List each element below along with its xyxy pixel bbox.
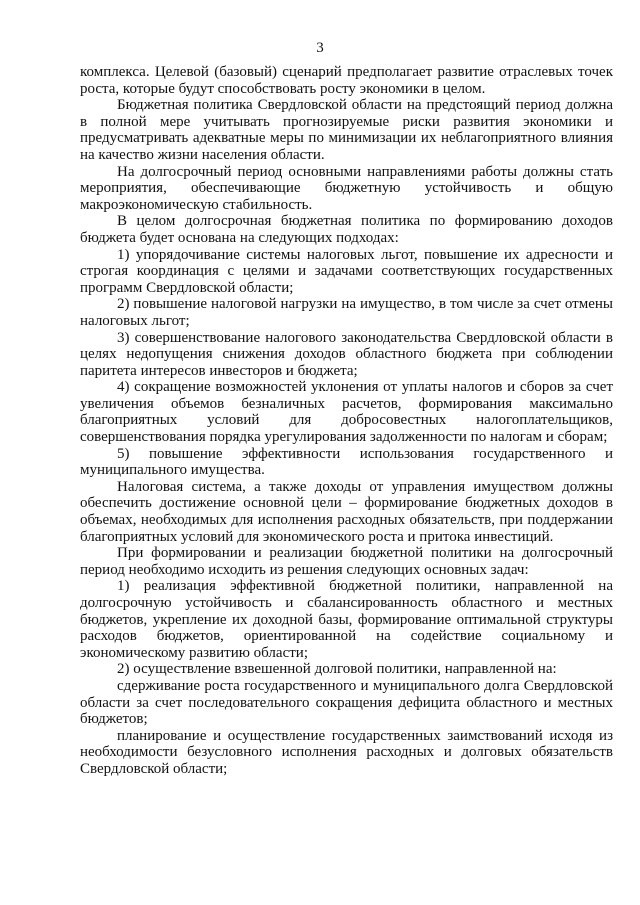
paragraph: На долгосрочный период основными направлениями работы должны стать мероприятия, обеспечивающие бюджетную устойчивость и общую макроэкономическую стабильность. [80,163,613,213]
sub-item: планирование и осуществление государственных заимствований исходя из необходимости безусловного исполнения расходных и долговых обязательств Свердловской области; [80,727,613,777]
document-body [80,64,613,778]
paragraph: Бюджетная политика Свердловской области на предстоящий период должна в полной мере учитывать прогнозируемые риски развития экономики и предусматривать адекватные меры по минимизации их неблагоприятного влияния на качество жизни населения области. [80,97,613,163]
list-item: 4) сокращение возможностей уклонения от уплаты налогов и сборов за счет увеличения объемов безналичных расчетов, формирования максимально благоприятных условий для добросовестных налогоплательщиков, совершенствования порядка урегулирования задолженности по налогам и сборам; [80,379,613,446]
list-item: 1) упорядочивание системы налоговых льгот, повышение их адресности и строгая координация с целями и задачами соответствующих государственных программ Свердловской области; [80,246,613,296]
list-item: 5) повышение эффективности использования государственного и муниципального имущества. [80,445,613,479]
list-item: 2) повышение налоговой нагрузки на имущество, в том числе за счет отмены налоговых льгот; [80,296,613,329]
paragraph: В целом долгосрочная бюджетная политика по формированию доходов бюджета будет основана на следующих подходах: [80,213,613,246]
list-item: 3) совершенствование налогового законодательства Свердловской области в целях недопущения снижения доходов областного бюджета при соблюдении паритета интересов инвесторов и бюджета; [80,329,613,379]
paragraph: Налоговая система, а также доходы от управления имуществом должны обеспечить достижение основной цели – формирование бюджетных доходов в объемах, необходимых для исполнения расходных обязательств, при поддержании благоприятных условий для экономического роста и притока инвестиций. [80,478,613,545]
list-item: 2) осуществление взвешенной долговой политики, направленной на: [117,661,557,678]
paragraph: комплекса. Целевой (базовый) сценарий предполагает развитие отраслевых точек роста, которые будут способствовать росту экономики в целом. [80,64,613,97]
list-item: 1) реализация эффективной бюджетной политики, направленной на долгосрочную устойчивость и сбалансированность областного и местных бюджетов, укрепление их доходной базы, формирование оптимальной структуры расходов бюджетов, ориентированной на содействие социальному и экономическому развитию области; [80,578,613,661]
sub-item: сдерживание роста государственного и муниципального долга Свердловской области за счет последовательного сокращения дефицита областного и местных бюджетов; [80,677,613,728]
page-number: 3 [316,40,324,56]
paragraph: При формировании и реализации бюджетной политики на долгосрочный период необходимо исходить из решения следующих основных задач: [80,545,613,578]
